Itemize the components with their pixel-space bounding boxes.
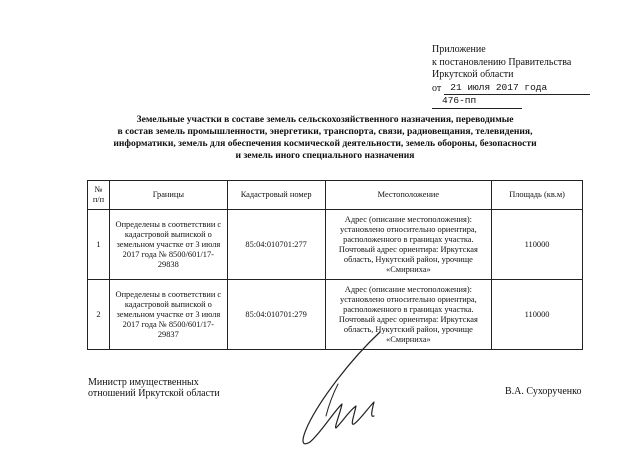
annex-date: 21 июля 2017 года bbox=[444, 82, 590, 96]
annex-region: Иркутской области bbox=[432, 69, 514, 80]
minister-line-2: отношений Иркутской области bbox=[88, 387, 220, 399]
minister-line-1: Министр имущественных bbox=[88, 377, 199, 388]
land-plots-table bbox=[87, 180, 583, 350]
cell-borders: Определены в соответствии с кадастровой выпиской о земельном участке от 3 июля 2017 года № 8500/601/17-29837 bbox=[109, 280, 227, 350]
table-row bbox=[88, 210, 583, 280]
header-borders: Границы bbox=[109, 181, 227, 210]
title-line-2: в состав земель промышленности, энергетики, транспорта, связи, радиовещания, телевидения, bbox=[117, 126, 533, 137]
cell-location: Адрес (описание местоположения): установлено относительно ориентира, расположенного в границах участка. Почтовый адрес ориентира: Иркутская область, Нукутский район, урочище «Смирниха» bbox=[325, 210, 492, 280]
table-header-row bbox=[88, 181, 583, 210]
cell-num: 1 bbox=[88, 210, 110, 280]
signer-name: В.А. Сухорученко bbox=[505, 386, 582, 397]
cell-area: 110000 bbox=[492, 210, 583, 280]
document-title bbox=[80, 114, 570, 162]
cell-area: 110000 bbox=[492, 280, 583, 350]
cell-cadastral: 85:04:010701:279 bbox=[227, 280, 325, 350]
cell-cadastral: 85:04:010701:277 bbox=[227, 210, 325, 280]
cell-num: 2 bbox=[88, 280, 110, 350]
header-num: № п/п bbox=[88, 181, 110, 210]
annex-date-row bbox=[432, 82, 590, 96]
annex-label: Приложение bbox=[432, 44, 486, 55]
title-line-1: Земельные участки в составе земель сельскохозяйственного назначения, переводимые bbox=[136, 114, 514, 125]
cell-location: Адрес (описание местоположения): установлено относительно ориентира, расположенного в границах участка. Почтовый адрес ориентира: Иркутская область, Нукутский район, урочище «Смирниха» bbox=[325, 280, 492, 350]
header-cadastral: Кадастровый номер bbox=[227, 181, 325, 210]
title-line-4: и земель иного специального назначения bbox=[235, 150, 415, 161]
annex-ot: от bbox=[432, 82, 442, 94]
annex-decree-ref: к постановлению Правительства bbox=[432, 56, 572, 68]
annex-block bbox=[432, 44, 590, 109]
annex-number: 476-пп bbox=[432, 95, 522, 109]
cell-borders: Определены в соответствии с кадастровой выпиской о земельном участке от 3 июля 2017 года № 8500/601/17-29838 bbox=[109, 210, 227, 280]
minister-title bbox=[88, 378, 220, 399]
header-area: Площадь (кв.м) bbox=[492, 181, 583, 210]
handwritten-signature bbox=[280, 330, 400, 452]
header-location: Местоположение bbox=[325, 181, 492, 210]
title-line-3: информатики, земель для обеспечения космической деятельности, земель обороны, безопасности bbox=[113, 138, 537, 149]
